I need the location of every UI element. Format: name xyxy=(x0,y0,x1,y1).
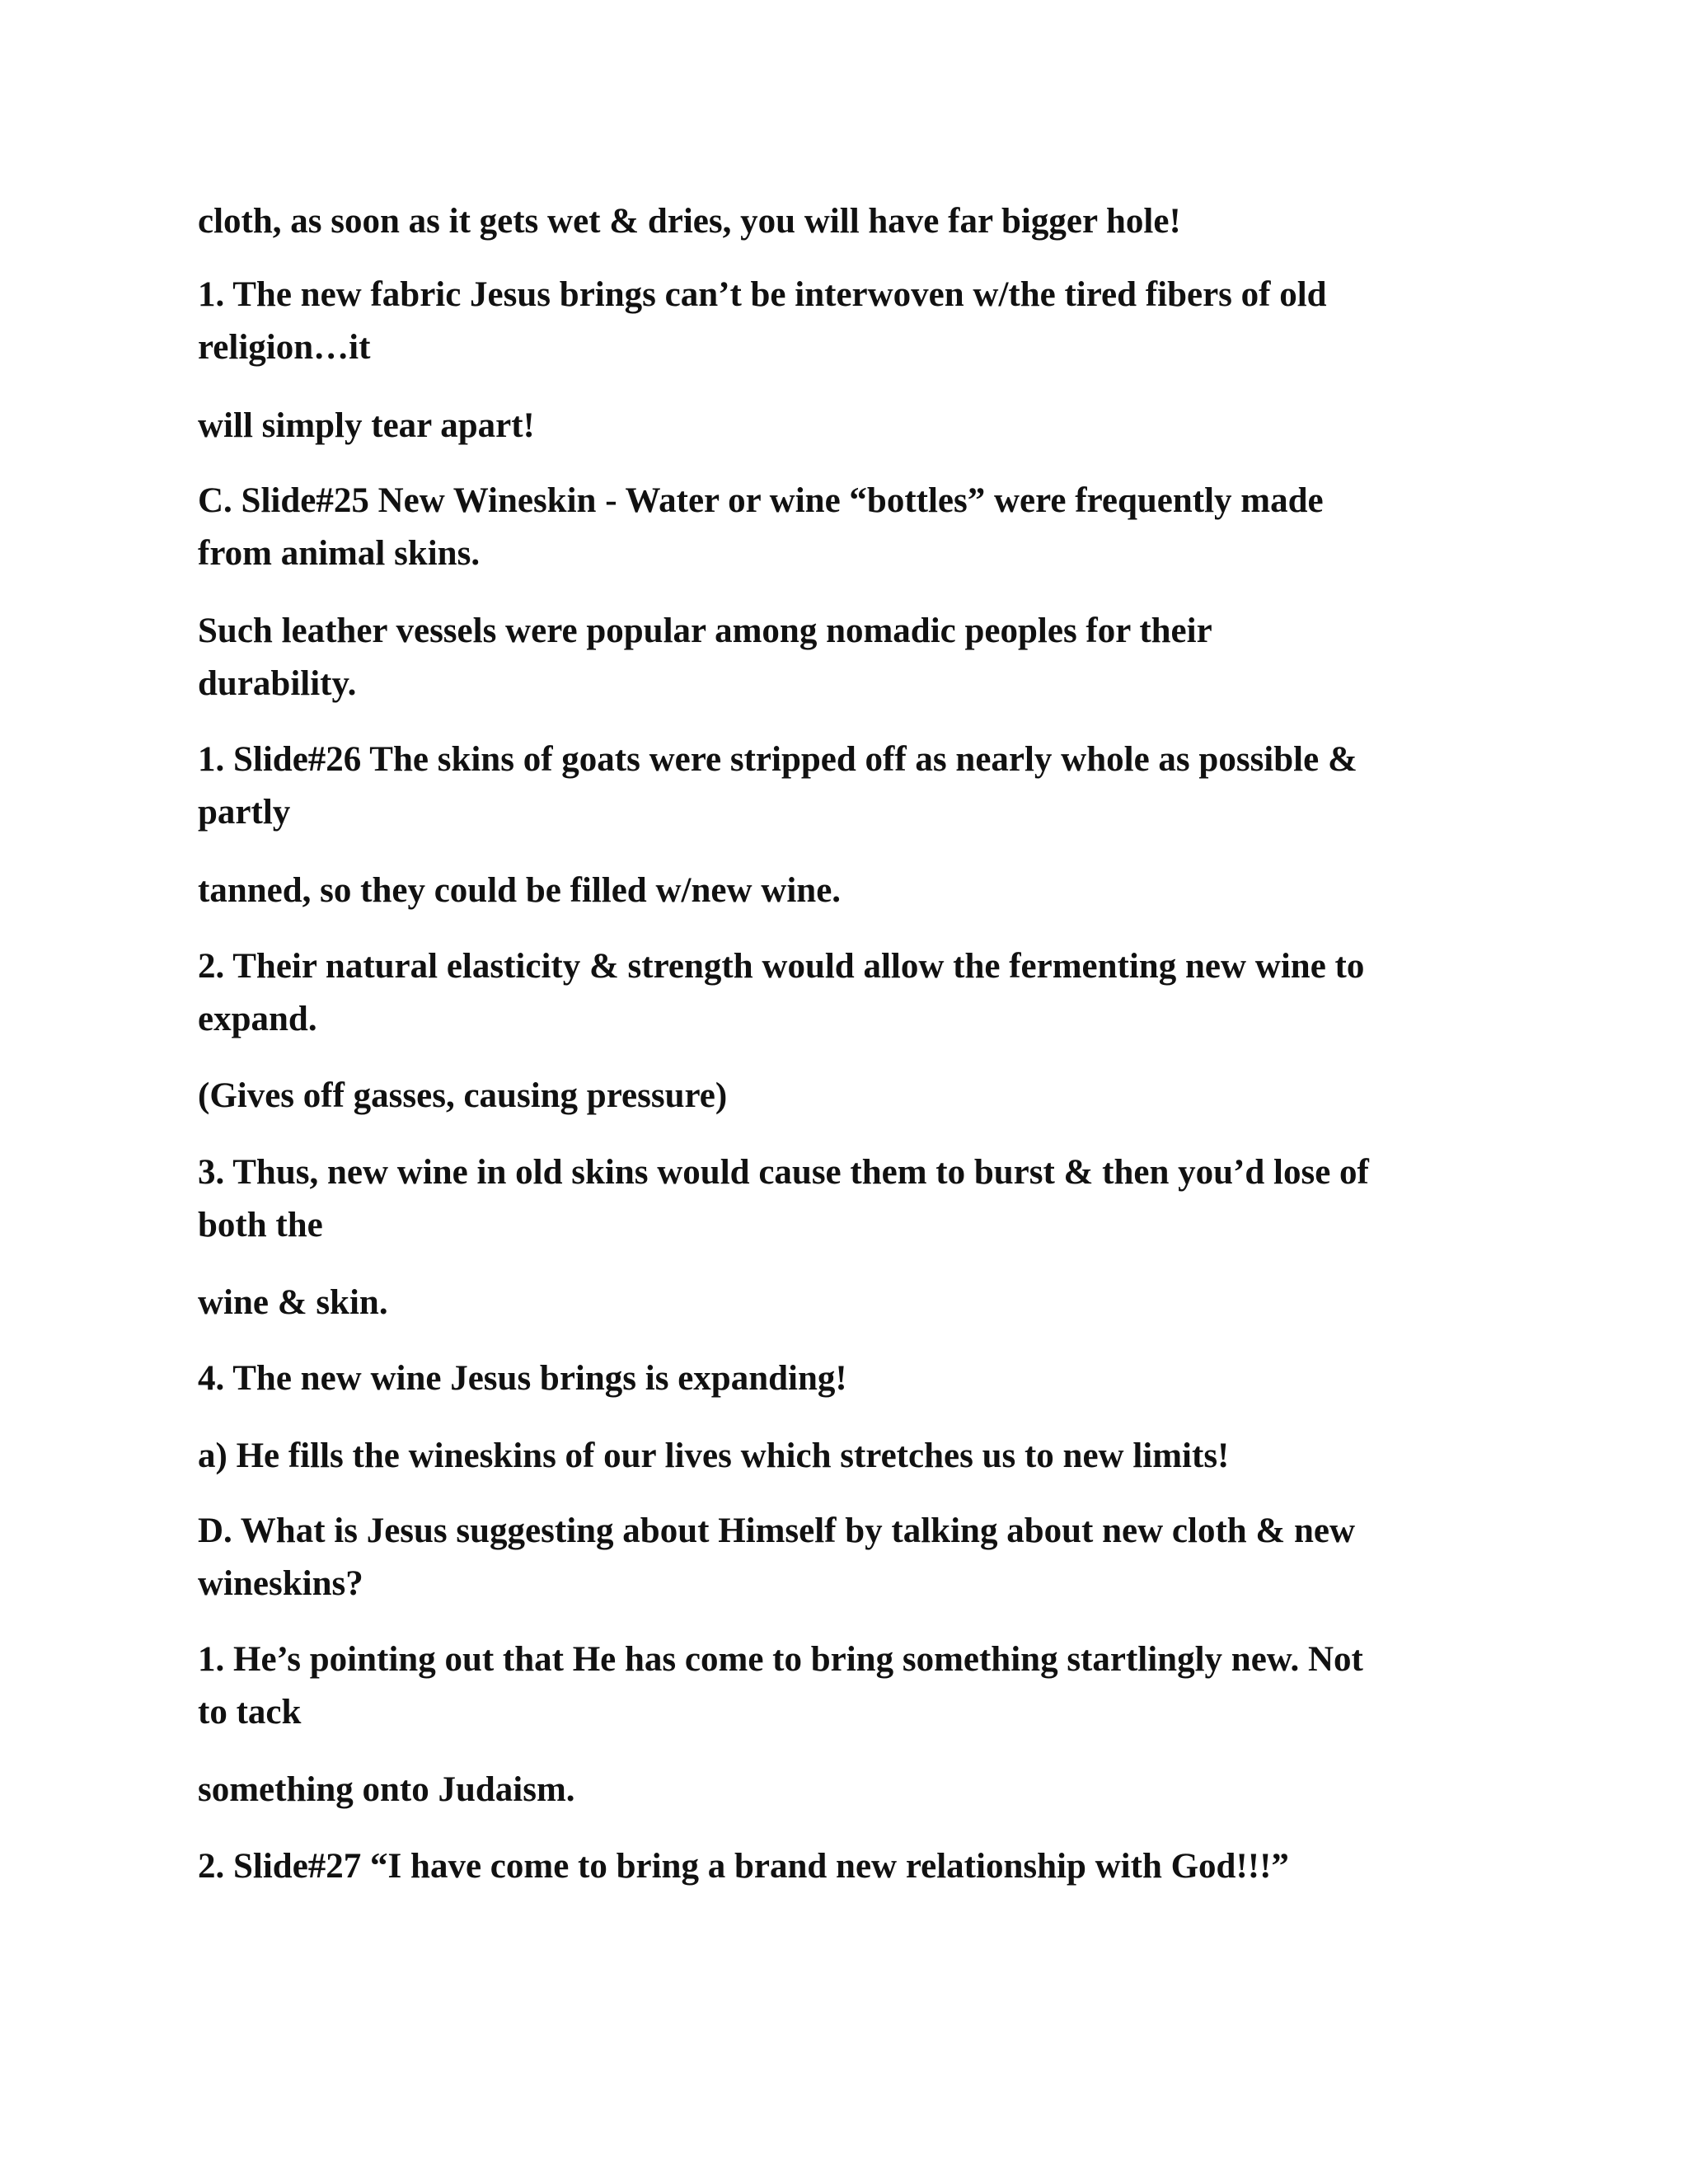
paragraph-1 xyxy=(198,195,1484,248)
paragraph-line: 1. He’s pointing out that He has come to bring something startlingly new. Not xyxy=(198,1640,1363,1679)
paragraph-line: 4. The new wine Jesus brings is expanding! xyxy=(198,1359,847,1398)
paragraph-8 xyxy=(198,940,1484,1046)
paragraph-6 xyxy=(198,733,1484,839)
paragraph-line: both the xyxy=(198,1206,323,1244)
paragraph-line: cloth, as soon as it gets wet & dries, you will have far bigger hole! xyxy=(198,202,1181,241)
paragraph-line: to tack xyxy=(198,1693,302,1732)
paragraph-16 xyxy=(198,1764,1484,1816)
paragraph-13 xyxy=(198,1430,1484,1483)
paragraph-15 xyxy=(198,1633,1484,1739)
paragraph-line: expand. xyxy=(198,1000,317,1038)
paragraph-line: 1. The new fabric Jesus brings can’t be interwoven w/the tired fibers of old xyxy=(198,275,1327,314)
paragraph-7 xyxy=(198,865,1484,917)
paragraph-12 xyxy=(198,1352,1484,1405)
paragraph-line: 3. Thus, new wine in old skins would cause them to burst & then you’d lose of xyxy=(198,1153,1369,1192)
paragraph-line: 1. Slide#26 The skins of goats were stripped off as nearly whole as possible & xyxy=(198,740,1357,779)
paragraph-line: Such leather vessels were popular among nomadic peoples for their xyxy=(198,612,1212,650)
paragraph-line: tanned, so they could be filled w/new wine. xyxy=(198,871,842,910)
paragraph-11 xyxy=(198,1277,1484,1329)
paragraph-14 xyxy=(198,1505,1484,1610)
paragraph-line: D. What is Jesus suggesting about Himself by talking about new cloth & new xyxy=(198,1511,1356,1550)
paragraph-line: religion…it xyxy=(198,328,371,367)
paragraph-line: partly xyxy=(198,793,291,832)
paragraph-5 xyxy=(198,605,1484,710)
paragraph-line: wineskins? xyxy=(198,1564,363,1603)
paragraph-line: (Gives off gasses, causing pressure) xyxy=(198,1076,728,1115)
paragraph-line: will simply tear apart! xyxy=(198,406,535,445)
paragraph-line: 2. Their natural elasticity & strength would allow the fermenting new wine to xyxy=(198,947,1365,986)
paragraph-line: from animal skins. xyxy=(198,534,481,573)
paragraph-3 xyxy=(198,400,1484,452)
paragraph-10 xyxy=(198,1146,1484,1252)
paragraph-4 xyxy=(198,475,1484,580)
paragraph-line: a) He fills the wineskins of our lives which stretches us to new limits! xyxy=(198,1436,1230,1475)
paragraph-line: durability. xyxy=(198,664,357,703)
paragraph-17 xyxy=(198,1840,1484,1893)
paragraph-line: something onto Judaism. xyxy=(198,1770,575,1809)
paragraph-line: 2. Slide#27 “I have come to bring a brand new relationship with God!!!” xyxy=(198,1847,1289,1886)
paragraph-9 xyxy=(198,1070,1484,1122)
paragraph-line: wine & skin. xyxy=(198,1283,388,1322)
paragraph-2 xyxy=(198,269,1484,374)
paragraph-line: C. Slide#25 New Wineskin - Water or wine “bottles” were frequently made xyxy=(198,481,1324,520)
